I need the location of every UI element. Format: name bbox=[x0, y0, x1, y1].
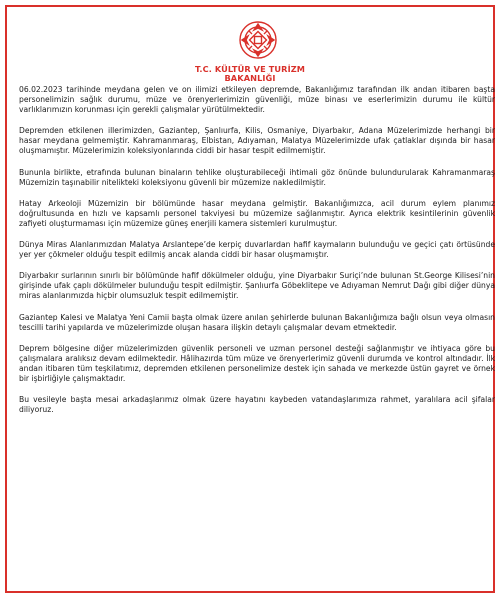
statement-body bbox=[19, 85, 495, 426]
paragraph: Diyarbakır surlarının sınırlı bir bölümünde hafif dökülmeler olduğu, yine Diyarbakır Suriçi’nde bulunan St.George Kilisesi’nin girişinde ufak çaplı dökülmeler bulunduğu tespit edilmiştir. Şanlıurfa Göbeklitepe ve Adıyaman Nemrut Dağı gibi diğer dünya miras alanlarımızda hiçbir olumsuzluk tespit edilmemiştir. bbox=[19, 271, 495, 301]
paragraph: Dünya Miras Alanlarımızdan Malatya Arslantepe’de kerpiç duvarlardan hafif kaymaların bulunduğu ve geçici çatı örtüsünde yer yer çökmeler olduğu tespit edilmiş ancak alanda ciddi bir hasar oluşmamıştır. bbox=[19, 240, 495, 260]
paragraph: Bu vesileyle başta mesai arkadaşlarımız olmak üzere hayatını kaybeden vatandaşlarımıza rahmet, yaralılara acil şifalar diliyoruz. bbox=[19, 395, 495, 415]
paragraph: Gaziantep Kalesi ve Malatya Yeni Camii başta olmak üzere anılan şehirlerde bulunan Bakanlığımıza bağlı olsun veya olmasın tescilli tarihi yapılarda ve müzelerimizde oluşan hasara ilişkin detaylı çalışmalar devam etmektedir. bbox=[19, 312, 495, 332]
ministry-name-line2: BAKANLIĞI bbox=[224, 73, 276, 83]
statement-frame bbox=[5, 5, 495, 593]
ministry-name-line1: T.C. KÜLTÜR VE TURİZM bbox=[194, 64, 306, 74]
ministry-emblem-icon bbox=[237, 19, 279, 61]
paragraph: Bununla birlikte, etrafında bulunan binaların tehlike oluşturabileceği ihtimali göz önünde bulundurularak Kahramanmaraş Müzemizin taşınabilir nitelikteki koleksiyonu güvenli bir müzemize nakledilmiştir. bbox=[19, 167, 495, 187]
paragraph: Deprem bölgesine diğer müzelerimizden güvenlik personeli ve uzman personel desteği sağlanmıştır ve ihtiyaca göre bu çalışmalara aralıksız devam edilmektedir. Hâlihazırda tüm müze ve örenyerlerimiz güvenli durumda ve kontrol altındadır. İlk andan itibaren tüm teşkilatımız, depremden etkilenen personelimize destek için sahada ve merkezde üstün gayret ve örnek bir işbirliğiyle çalışmaktadır. bbox=[19, 343, 495, 383]
paragraph: Depremden etkilenen illerimizden, Gaziantep, Şanlıurfa, Kilis, Osmaniye, Diyarbakır, Adana Müzelerimizde herhangi bir hasar meydana gelmemiştir. Kahramanmaraş, Elbistan, Adıyaman, Malatya Müzelerimizde ufak çatlaklar dışında bir hasar oluşmamıştır. Müzelerimizin koleksiyonlarında ciddi bir hasar tespit edilmemiştir. bbox=[19, 126, 495, 156]
paragraph: Hatay Arkeoloji Müzemizin bir bölümünde hasar meydana gelmiştir. Bakanlığımızca, acil durum eylem planımız doğrultusunda en hızlı ve kapsamlı personel takviyesi bu müzemize sağlanmıştır. Ayrıca elektrik kesintilerinin güvenlik zafiyeti oluşturmaması için müzemize güneş enerjili kamera sistemleri kurulmuştur. bbox=[19, 198, 495, 228]
paragraph: 06.02.2023 tarihinde meydana gelen ve on ilimizi etkileyen depremde, Bakanlığımız tarafından ilk andan itibaren başta personelimizin sağlık durumu, müze ve örenyerlerimizin güvenliği, müze binası ve eserlerimizin durumu ile kültür varlıklarımızın korunması için gerekli çalışmalar yürütülmektedir. bbox=[19, 85, 495, 115]
